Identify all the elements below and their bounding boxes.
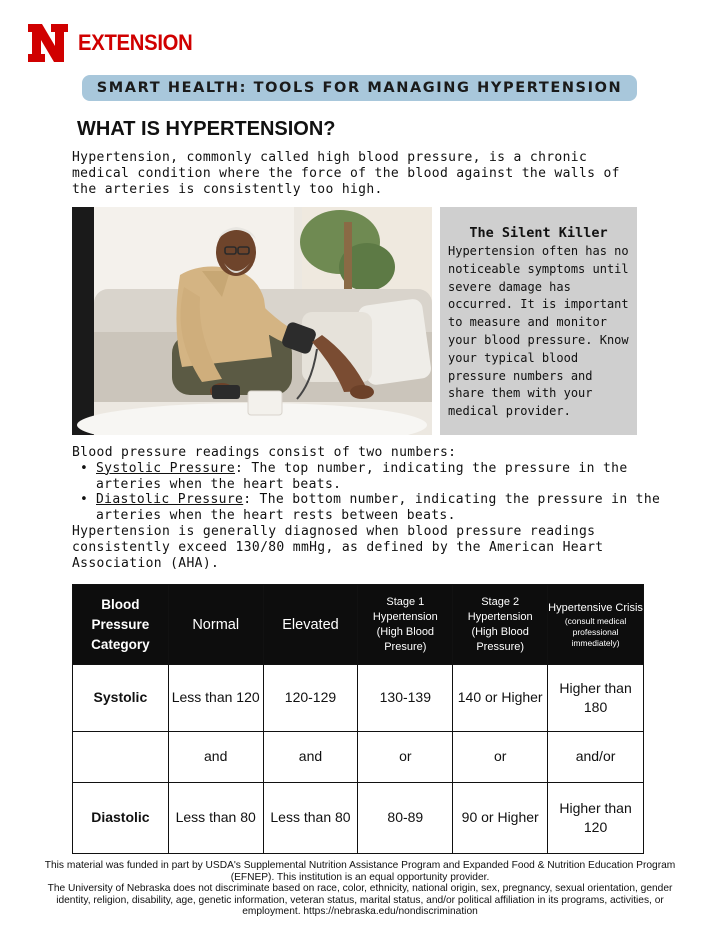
table-cell: and bbox=[168, 732, 263, 783]
term-systolic: Systolic Pressure bbox=[96, 460, 236, 476]
table-cell: Less than 80 bbox=[168, 783, 263, 854]
table-cell: 140 or Higher bbox=[453, 665, 548, 732]
table-row-diastolic bbox=[73, 783, 644, 854]
header-crisis-title: Hypertensive Crisis bbox=[548, 601, 643, 614]
series-banner bbox=[82, 75, 637, 101]
header-crisis-note: (consult medical professional immediately) bbox=[564, 615, 627, 648]
page-header bbox=[26, 22, 202, 64]
blood-pressure-readings-section bbox=[72, 445, 662, 571]
table-cell: Higher than 120 bbox=[548, 783, 644, 854]
table-cell: 130-139 bbox=[358, 665, 453, 732]
header-elevated: Elevated bbox=[263, 585, 358, 665]
table-cell: or bbox=[358, 732, 453, 783]
table-cell: 90 or Higher bbox=[453, 783, 548, 854]
list-item-diastolic bbox=[72, 492, 662, 524]
nebraska-n-logo bbox=[26, 22, 70, 64]
header-category: Blood Pressure Category bbox=[73, 585, 169, 665]
brand-name: EXTENSION bbox=[78, 30, 193, 55]
readings-lead: Blood pressure readings consist of two numbers: bbox=[72, 445, 457, 460]
diagnosis-paragraph: Hypertension is generally diagnosed when blood pressure readings consistently exceed 130/80 mmHg, as defined by the American Heart Association (AHA). bbox=[72, 523, 604, 571]
table-cell: and/or bbox=[548, 732, 644, 783]
readings-list bbox=[72, 461, 662, 524]
definition-systolic: : The top number, indicating the pressure in the arteries when the heart beats. bbox=[96, 460, 628, 492]
definition-diastolic: : The bottom number, indicating the pressure in the arteries when the heart rests between beats. bbox=[96, 492, 661, 524]
nondiscrimination-statement: The University of Nebraska does not discriminate based on race, color, ethnicity, national origin, sex, pregnancy, sexual orientation, gender identity, religion, disability, age, genetic information, veteran status, marital status, and/or political affiliation in its programs, activities, or employment. https://nebraska.edu/nondiscrimination bbox=[47, 883, 673, 918]
callout-heading: The Silent Killer bbox=[469, 225, 608, 241]
page-footer bbox=[40, 860, 680, 918]
table-cell: and bbox=[263, 732, 358, 783]
header-stage2: Stage 2 Hypertension (High Blood Pressure) bbox=[453, 585, 548, 665]
row-label bbox=[73, 732, 169, 783]
table-cell: 120-129 bbox=[263, 665, 358, 732]
table-row-connector bbox=[73, 732, 644, 783]
callout-body: Hypertension often has no noticeable symptoms until severe damage has occurred. It is important to measure and monitor your blood pressure. Know your typical blood pressure numbers and share them with your medical provider. bbox=[448, 244, 629, 419]
header-normal: Normal bbox=[168, 585, 263, 665]
table-cell: 80-89 bbox=[358, 783, 453, 854]
table-cell: Less than 80 bbox=[263, 783, 358, 854]
table-row-systolic bbox=[73, 665, 644, 732]
silent-killer-callout bbox=[440, 207, 637, 435]
term-diastolic: Diastolic Pressure bbox=[96, 492, 244, 508]
banner-text: SMART HEALTH: TOOLS FOR MANAGING HYPERTENSION bbox=[96, 80, 623, 96]
photo-man-measuring-blood-pressure bbox=[72, 207, 432, 435]
table-header-row bbox=[73, 585, 644, 665]
list-item-systolic bbox=[72, 461, 662, 493]
table-cell: Less than 120 bbox=[168, 665, 263, 732]
row-label: Systolic bbox=[73, 665, 169, 732]
funding-statement: This material was funded in part by USDA's Supplemental Nutrition Assistance Program and Expanded Food & Nutrition Education Program (EFNEP). This institution is an equal opportunity provider. bbox=[44, 860, 676, 883]
intro-paragraph: Hypertension, commonly called high blood pressure, is a chronic medical condition where the force of the blood against the walls of the arteries is consistently too high. bbox=[72, 150, 620, 197]
row-label: Diastolic bbox=[73, 783, 169, 854]
page-title: WHAT IS HYPERTENSION? bbox=[77, 118, 336, 140]
table-cell: or bbox=[453, 732, 548, 783]
blood-pressure-category-table bbox=[72, 584, 644, 854]
header-stage1: Stage 1 Hypertension (High Blood Presure) bbox=[358, 585, 453, 665]
table-cell: Higher than 180 bbox=[548, 665, 644, 732]
header-crisis bbox=[548, 585, 644, 665]
